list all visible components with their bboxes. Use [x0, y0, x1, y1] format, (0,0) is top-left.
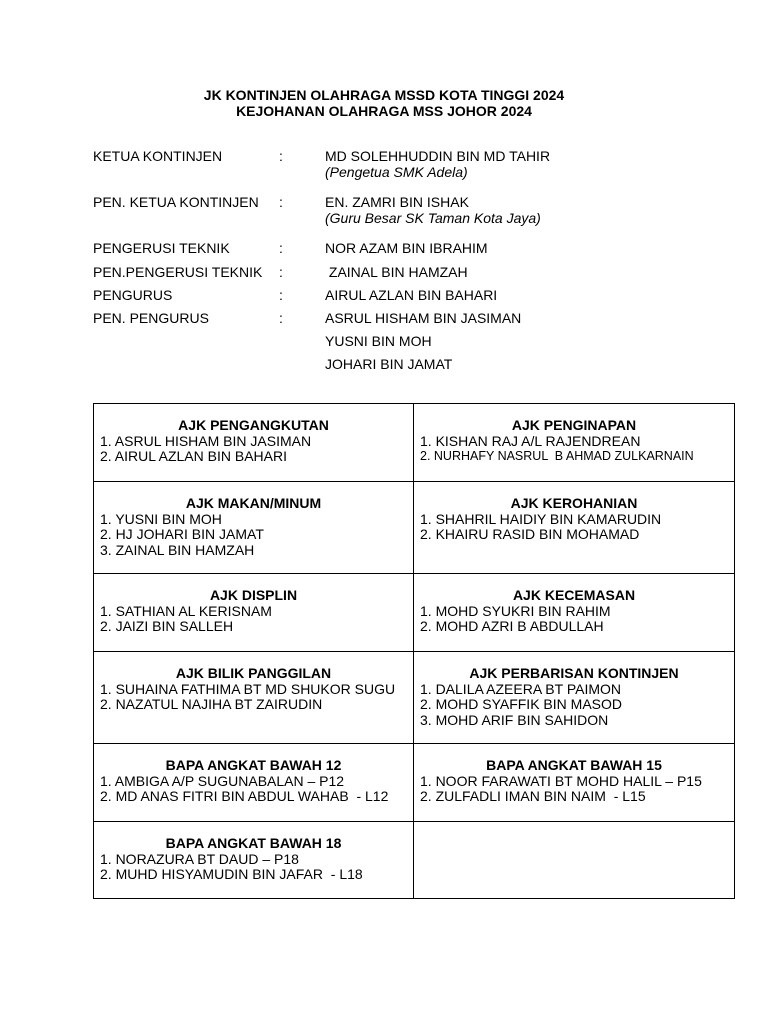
extra-name: YUSNI BIN MOH	[325, 333, 432, 349]
table-row	[94, 744, 735, 822]
role-note: (Pengetua SMK Adela)	[325, 164, 468, 180]
table-row	[94, 652, 735, 744]
committee-title: AJK MAKAN/MINUM	[185, 495, 322, 511]
committee-title: AJK DISPLIN	[209, 587, 298, 603]
table-row	[94, 574, 735, 652]
committee-title: AJK PERBARISAN KONTINJEN	[469, 665, 679, 681]
committee-table	[93, 403, 735, 899]
committee-cell-pengangkutan	[94, 404, 414, 482]
committee-member: 1. ASRUL HISHAM BIN JASIMAN	[100, 432, 312, 449]
role-label: KETUA KONTINJEN	[93, 148, 223, 164]
document-title: JK KONTINJEN OLAHRAGA MSSD KOTA TINGGI 2024	[203, 87, 565, 103]
role-name: ASRUL HISHAM BIN JASIMAN	[325, 310, 522, 326]
role-colon: :	[279, 264, 283, 280]
committee-member: 2. HJ JOHARI BIN JAMAT	[100, 526, 264, 542]
committee-member: 2. JAIZI BIN SALLEH	[100, 618, 234, 634]
role-label: PENGERUSI TEKNIK	[93, 240, 230, 256]
committee-title: AJK KEROHANIAN	[510, 495, 638, 511]
role-label: PEN.PENGERUSI TEKNIK	[93, 264, 263, 280]
empty-cell	[414, 822, 735, 899]
committee-member: 2. MOHD AZRI B ABDULLAH	[420, 618, 604, 634]
committee-member: 2. MOHD SYAFFIK BIN MASOD	[420, 696, 622, 712]
role-name: AIRUL AZLAN BIN BAHARI	[325, 287, 498, 303]
document-subtitle: KEJOHANAN OLAHRAGA MSS JOHOR 2024	[236, 103, 532, 119]
committee-member: 2. ZULFADLI IMAN BIN NAIM - L15	[420, 788, 646, 804]
committee-title: BAPA ANGKAT BAWAH 12	[165, 757, 342, 773]
extra-name: JOHARI BIN JAMAT	[325, 356, 453, 372]
committee-cell-kecemasan	[414, 574, 735, 652]
committee-title: AJK BILIK PANGGILAN	[175, 665, 332, 681]
committee-member: 1. KISHAN RAJ A/L RAJENDREAN	[420, 432, 641, 449]
committee-member: 2. KHAIRU RASID BIN MOHAMAD	[420, 526, 640, 542]
table-row	[94, 822, 735, 899]
committee-member: 3. ZAINAL BIN HAMZAH	[100, 541, 255, 558]
committee-member: 1. NOOR FARAWATI BT MOHD HALIL – P15	[420, 772, 702, 789]
committee-member: 1. SATHIAN AL KERISNAM	[100, 602, 272, 619]
role-colon: :	[279, 194, 283, 210]
role-colon: :	[279, 240, 283, 256]
committee-cell-bapa-angkat-b12	[94, 744, 414, 822]
role-colon: :	[279, 148, 283, 164]
committee-member: 2. AIRUL AZLAN BIN BAHARI	[100, 448, 287, 464]
role-name: MD SOLEHHUDDIN BIN MD TAHIR	[325, 148, 551, 164]
role-colon: :	[279, 287, 283, 303]
role-label: PENGURUS	[93, 287, 173, 303]
committee-title: AJK PENGANGKUTAN	[178, 417, 329, 433]
committee-member: 2. NURHAFY NASRUL B AHMAD ZULKARNAIN	[420, 449, 694, 463]
committee-title: BAPA ANGKAT BAWAH 18	[165, 835, 342, 851]
role-name: NOR AZAM BIN IBRAHIM	[325, 240, 488, 256]
committee-member: 2. MD ANAS FITRI BIN ABDUL WAHAB - L12	[100, 788, 389, 804]
committee-member: 2. MUHD HISYAMUDIN BIN JAFAR - L18	[100, 866, 363, 882]
committee-cell-penginapan	[414, 404, 735, 482]
committee-member: 1. SUHAINA FATHIMA BT MD SHUKOR SUGU	[100, 680, 396, 697]
committee-title: AJK KECEMASAN	[512, 587, 636, 603]
committee-title: AJK PENGINAPAN	[511, 417, 637, 433]
committee-member: 2. NAZATUL NAJIHA BT ZAIRUDIN	[100, 696, 323, 712]
committee-member: 3. MOHD ARIF BIN SAHIDON	[420, 711, 609, 728]
committee-member: 1. YUSNI BIN MOH	[100, 510, 222, 527]
committee-cell-kerohanian	[414, 482, 735, 574]
committee-member: 1. NORAZURA BT DAUD – P18	[100, 850, 299, 867]
committee-cell-perbarisan-kontinjen	[414, 652, 735, 744]
table-row	[94, 482, 735, 574]
committee-member: 1. MOHD SYUKRI BIN RAHIM	[420, 602, 611, 619]
role-colon: :	[279, 310, 283, 326]
committee-title: BAPA ANGKAT BAWAH 15	[486, 757, 662, 773]
committee-cell-displin	[94, 574, 414, 652]
committee-member: 1. SHAHRIL HAIDIY BIN KAMARUDIN	[420, 510, 662, 527]
role-name: EN. ZAMRI BIN ISHAK	[325, 194, 469, 210]
role-label: PEN. KETUA KONTINJEN	[93, 194, 259, 210]
committee-cell-bapa-angkat-b15	[414, 744, 735, 822]
committee-cell-makan-minum	[94, 482, 414, 574]
committee-cell-bapa-angkat-b18	[94, 822, 414, 899]
role-note: (Guru Besar SK Taman Kota Jaya)	[325, 210, 541, 226]
role-label: PEN. PENGURUS	[93, 310, 209, 326]
table-row	[94, 404, 735, 482]
committee-member: 1. AMBIGA A/P SUGUNABALAN – P12	[100, 772, 345, 789]
role-name: ZAINAL BIN HAMZAH	[325, 264, 468, 280]
committee-member: 1. DALILA AZEERA BT PAIMON	[420, 680, 622, 697]
committee-cell-bilik-panggilan	[94, 652, 414, 744]
